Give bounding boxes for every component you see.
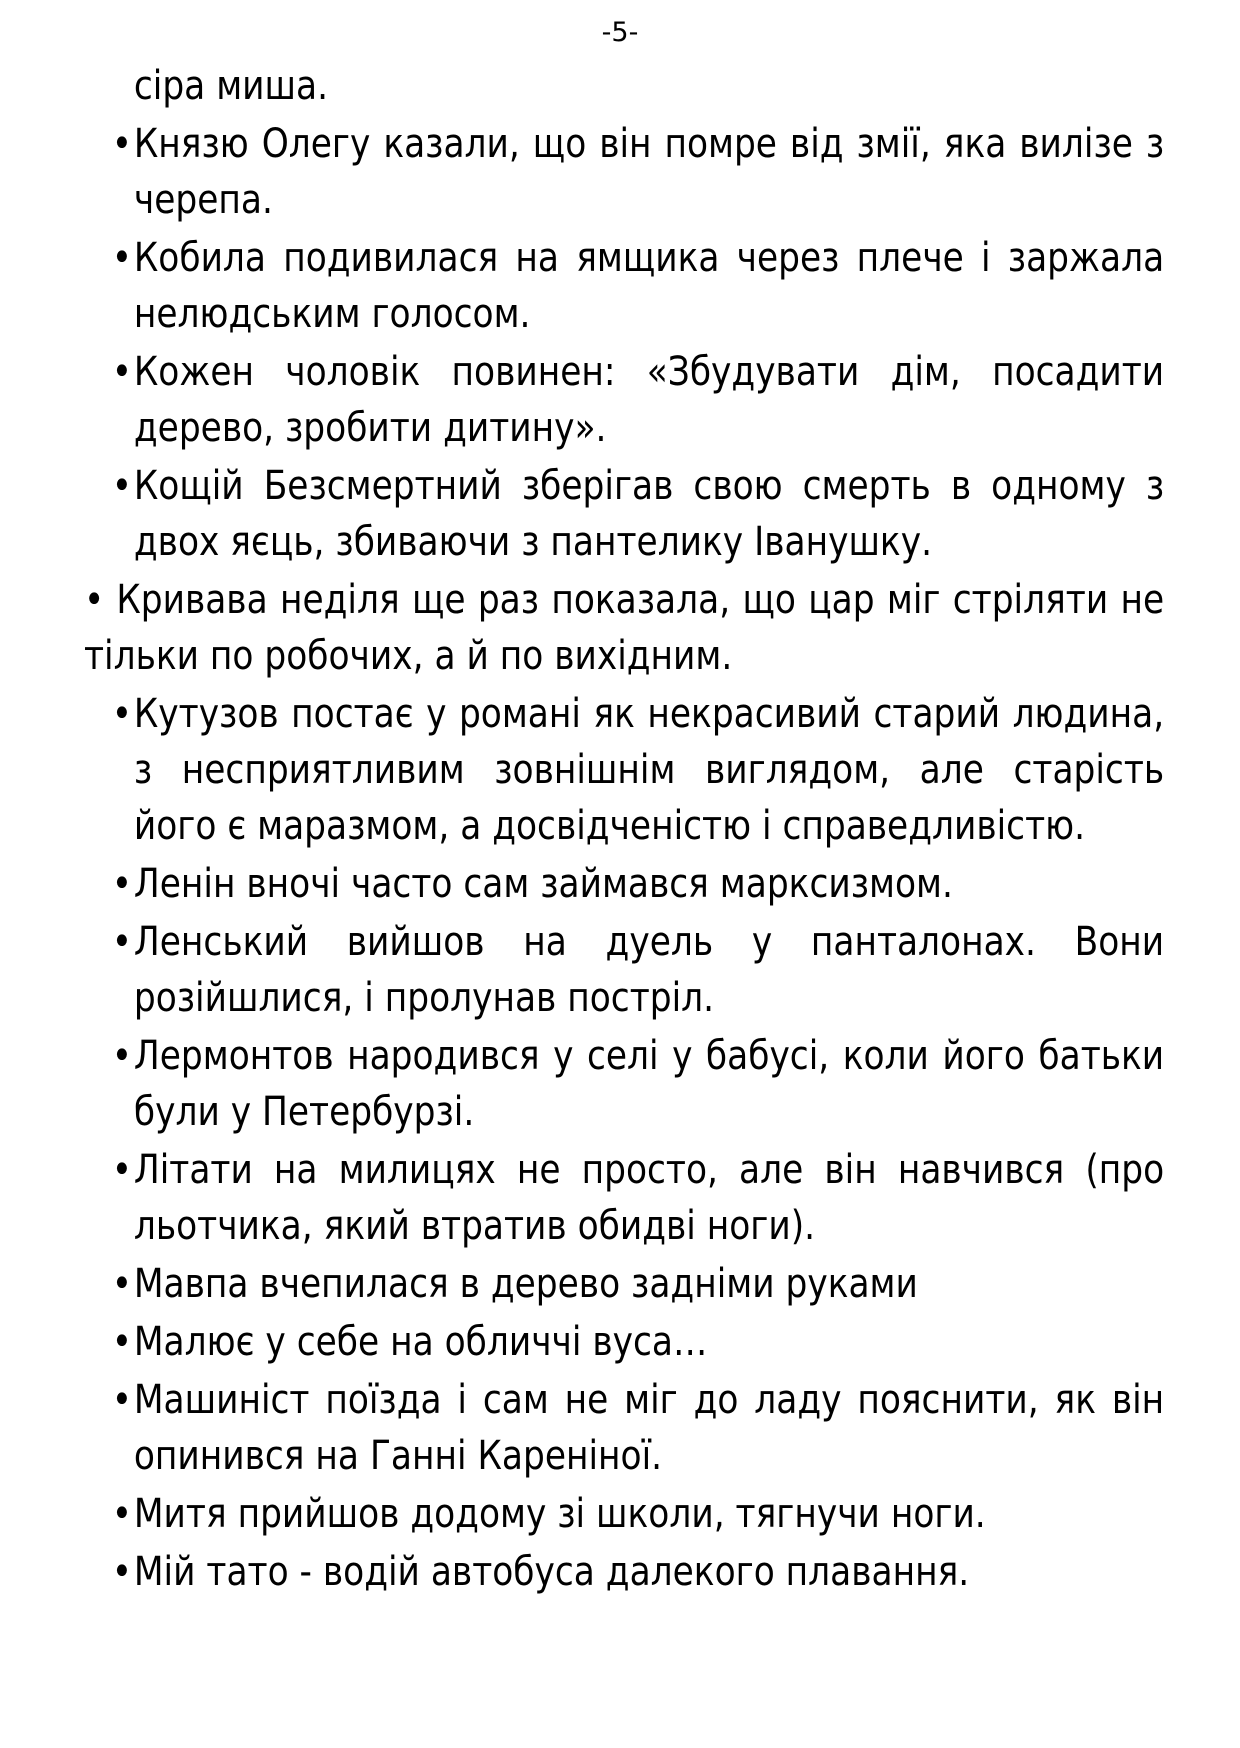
list-item-text: Ленін вночі часто сам займався марксизмом. [133, 861, 953, 907]
list-item-text: Мій тато - водій автобуса далекого плавання. [133, 1549, 970, 1595]
document-body [84, 58, 1165, 1600]
bullet-icon: • [111, 1491, 132, 1537]
list-item [84, 58, 1164, 114]
bullet-icon: • [111, 1147, 132, 1193]
list-item-text: Мавпа вчепилася в дерево задніми руками [133, 1261, 918, 1307]
list-item [84, 686, 1164, 854]
bullet-icon: • [111, 1033, 132, 1079]
list-item [84, 344, 1164, 456]
bullet-icon: • [111, 691, 132, 737]
bullet-icon: • [111, 1549, 132, 1595]
list-item-text: Машиніст поїзда і сам не міг до ладу пояснити, як він опинився на Ганні Кареніної. [133, 1377, 1165, 1479]
bullet-icon: • [111, 235, 132, 281]
page-number: -5- [601, 17, 639, 48]
list-item-text: Кутузов постає у романі як некрасивий старий людина, з несприятливим зовнішнім виглядом, але старість його є маразмом, а досвідченістю і справедливістю. [133, 691, 1165, 849]
list-item-text: Кобила подивилася на ямщика через плече і заржала нелюдським голосом. [133, 235, 1165, 337]
list-item [84, 1372, 1164, 1484]
list-item-text: Князю Олегу казали, що він помре від змії, яка вилізе з черепа. [133, 121, 1165, 223]
list-item-text: Митя прийшов додому зі школи, тягнучи ноги. [133, 1491, 986, 1537]
bullet-icon: • [84, 577, 105, 623]
list-item [84, 458, 1164, 570]
list-item-paragraph [84, 572, 1164, 684]
list-item-text: Кожен чоловік повинен: «Збудувати дім, посадити дерево, зробити дитину». [133, 349, 1165, 451]
list-item-text: Ленський вийшов на дуель у панталонах. Вони розійшлися, і пролунав постріл. [133, 919, 1165, 1021]
list-item-text: Кривава неділя ще раз показала, що цар міг стріляти не тільки по робочих, а й по вихідним. [84, 577, 1165, 679]
list-item [84, 116, 1164, 228]
list-item-text: сіра миша. [133, 63, 329, 109]
list-item [84, 572, 1164, 684]
list-item-text: Малює у себе на обличчі вуса… [133, 1319, 708, 1365]
list-item [84, 914, 1164, 1026]
bullet-icon: • [111, 861, 132, 907]
list-item-text: Літати на милицях не просто, але він навчився (про льотчика, який втратив обидві ноги). [133, 1147, 1165, 1249]
list-item [84, 1028, 1164, 1140]
bullet-icon: • [111, 121, 132, 167]
list-item-text: Лермонтов народився у селі у бабусі, коли його батьки були у Петербурзі. [133, 1033, 1165, 1135]
list-item [84, 1544, 1164, 1600]
list-item [84, 230, 1164, 342]
bullet-icon: • [111, 349, 132, 395]
bullet-icon: • [111, 1377, 132, 1423]
bullet-icon: • [111, 1319, 132, 1365]
bullet-icon: • [111, 463, 132, 509]
list-item [84, 1256, 1164, 1312]
list-item [84, 1142, 1164, 1254]
list-item [84, 1314, 1164, 1370]
list-item-text: Кощій Безсмертний зберігав свою смерть в одному з двох яєць, збиваючи з пантелику Іванушку. [133, 463, 1165, 565]
list-item [84, 1486, 1164, 1542]
bullet-icon: • [111, 1261, 132, 1307]
list-item [84, 856, 1164, 912]
bullet-list [84, 58, 1164, 1600]
bullet-icon: • [111, 919, 132, 965]
